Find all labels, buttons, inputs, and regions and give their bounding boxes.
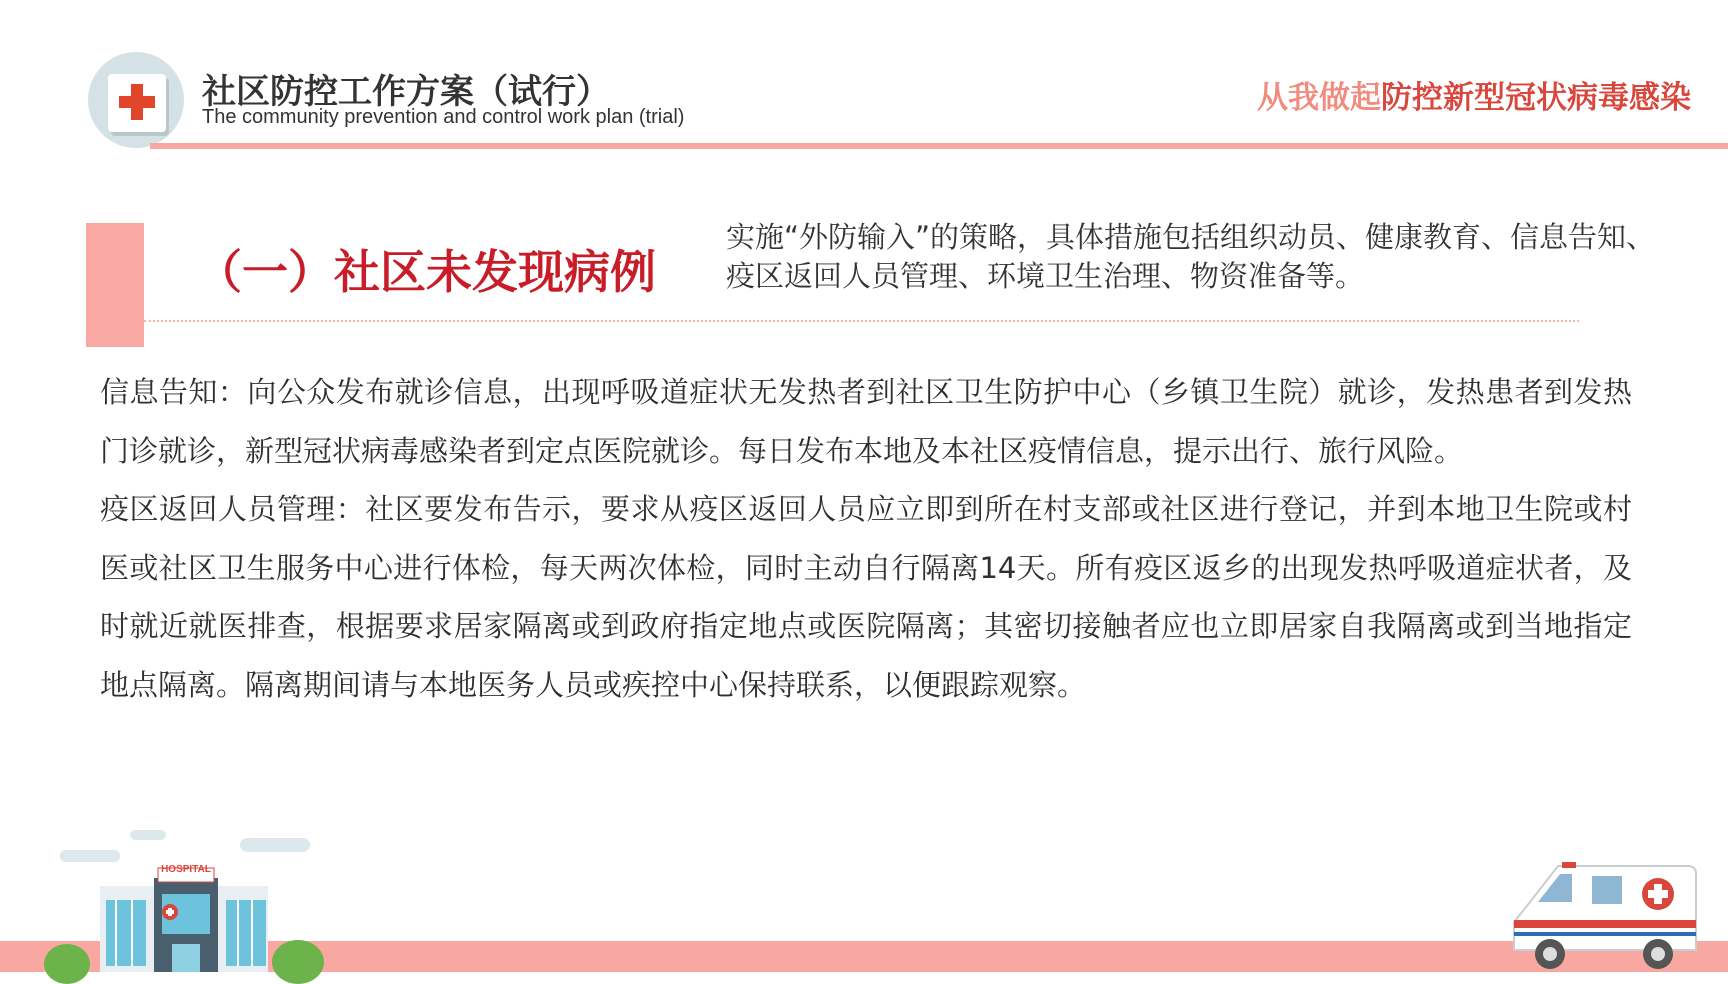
cloud-icon	[130, 830, 166, 840]
section-description: 实施“外防输入”的策略，具体措施包括组织动员、健康教育、信息告知、疫区返回人员管理、环境卫生治理、物资准备等。	[726, 220, 1656, 293]
header-divider	[150, 143, 1728, 149]
hospital-svg	[96, 864, 272, 972]
body-content	[100, 363, 1632, 714]
cloud-icon	[240, 838, 310, 852]
page-title: 社区防控工作方案（试行）	[202, 72, 610, 112]
slogan-part2: 防控新型冠状病毒感染	[1381, 80, 1691, 116]
section-accent-bar	[86, 223, 144, 347]
tree-icon	[44, 944, 90, 984]
ambulance-icon	[1508, 862, 1698, 972]
slogan	[1257, 72, 1691, 117]
page-subtitle: The community prevention and control work plan (trial)	[202, 106, 685, 128]
slogan-part1: 从我做起	[1257, 80, 1381, 116]
paragraph-info-notice: 信息告知：向公众发布就诊信息，出现呼吸道症状无发热者到社区卫生防护中心（乡镇卫生院）就诊，发热患者到发热门诊就诊，新型冠状病毒感染者到定点医院就诊。每日发布本地及本社区疫情信息，提示出行、旅行风险。	[100, 375, 1632, 468]
hospital-sign: HOSPITAL	[161, 864, 211, 875]
red-cross-icon-bar	[119, 96, 155, 108]
cloud-icon	[60, 850, 120, 862]
tree-icon	[272, 940, 324, 984]
section-title: （一）社区未发现病例	[196, 245, 656, 299]
paragraph-returnee-management: 疫区返回人员管理：社区要发布告示，要求从疫区返回人员应立即到所在村支部或社区进行登记，并到本地卫生院或村医或社区卫生服务中心进行体检，每天两次体检，同时主动自行隔离14天。所有疫区返乡的出现发热呼吸道症状者，及时就近就医排查，根据要求居家隔离或到政府指定地点或医院隔离；其密切接触者应也立即居家自我隔离或到当地指定地点隔离。隔离期间请与本地医务人员或疾控中心保持联系，以便跟踪观察。	[100, 492, 1632, 702]
section-divider	[144, 320, 1579, 322]
